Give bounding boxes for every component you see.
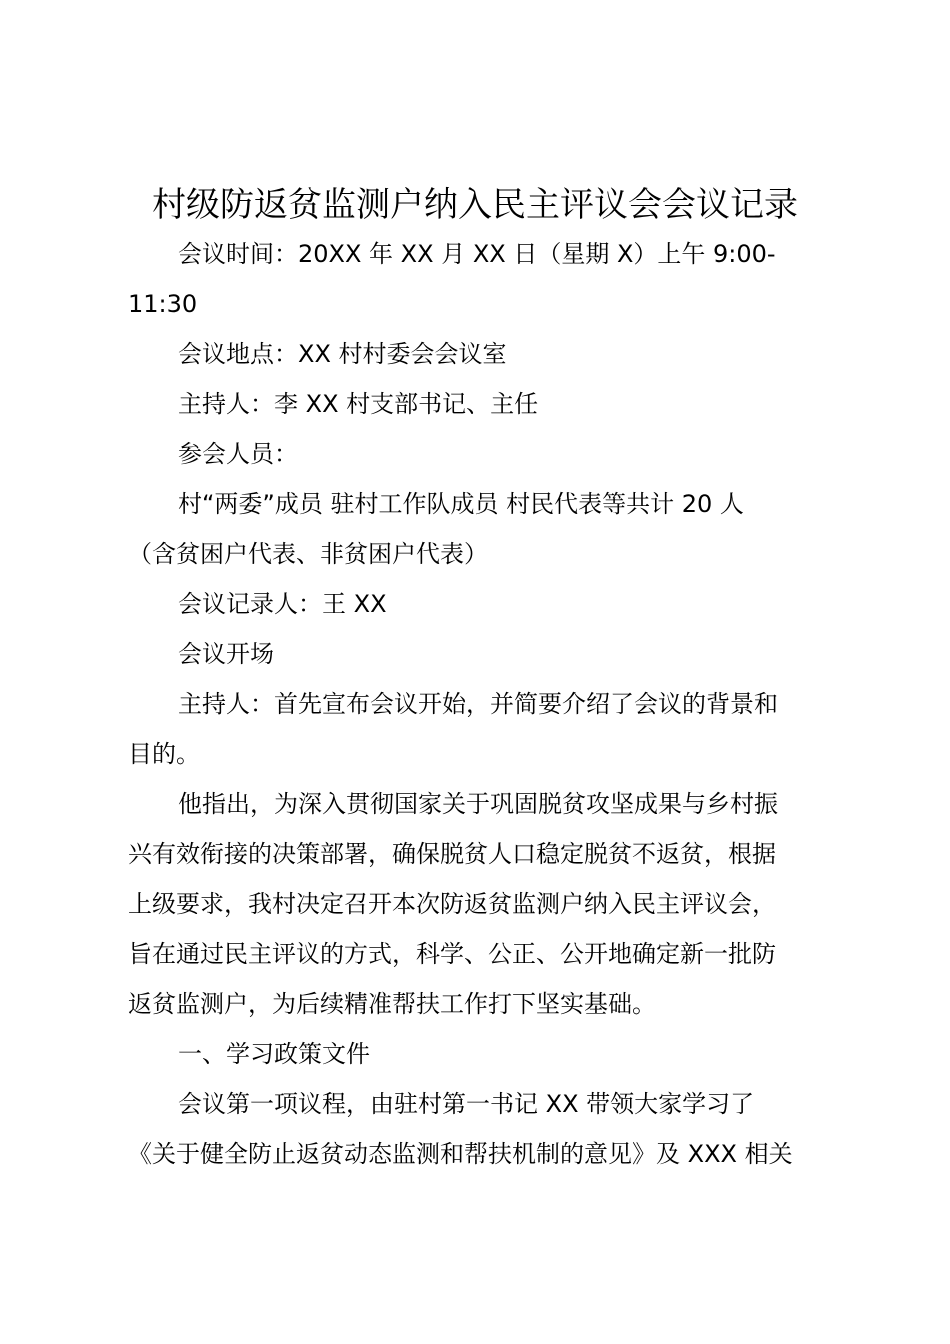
- recorder-line: 会议记录人：王 XX: [178, 590, 387, 618]
- attendees-label: 参会人员：: [178, 440, 298, 468]
- meeting-time-line-cont: 11:30: [128, 290, 198, 318]
- meeting-time-line: 会议时间：20XX 年 XX 月 XX 日（星期 X）上午 9:00-: [178, 240, 776, 268]
- document-title: 村级防返贫监测户纳入民主评议会会议记录: [152, 185, 798, 225]
- paragraph-line: 主持人：首先宣布会议开始，并简要介绍了会议的背景和: [178, 690, 778, 718]
- host-line: 主持人：李 XX 村支部书记、主任: [178, 390, 539, 418]
- paragraph-line: 返贫监测户，为后续精准帮扶工作打下坚实基础。: [128, 990, 656, 1018]
- paragraph-line: 目的。: [128, 740, 200, 768]
- meeting-location-line: 会议地点：XX 村村委会会议室: [178, 340, 507, 368]
- paragraph-line: 他指出，为深入贯彻国家关于巩固脱贫攻坚成果与乡村振: [178, 790, 778, 818]
- section-opening: 会议开场: [178, 640, 274, 668]
- section-heading: 一、学习政策文件: [178, 1040, 370, 1068]
- paragraph-line: 上级要求，我村决定召开本次防返贫监测户纳入民主评议会，: [128, 890, 776, 918]
- paragraph-line: 兴有效衔接的决策部署，确保脱贫人口稳定脱贫不返贫，根据: [128, 840, 776, 868]
- paragraph-line: 《关于健全防止返贫动态监测和帮扶机制的意见》及 XXX 相关: [128, 1140, 793, 1168]
- attendees-line-cont: （含贫困户代表、非贫困户代表）: [128, 540, 488, 568]
- paragraph-line: 会议第一项议程，由驻村第一书记 XX 带领大家学习了: [178, 1090, 755, 1118]
- attendees-line: 村“两委”成员 驻村工作队成员 村民代表等共计 20 人: [178, 490, 744, 518]
- paragraph-line: 旨在通过民主评议的方式，科学、公正、公开地确定新一批防: [128, 940, 776, 968]
